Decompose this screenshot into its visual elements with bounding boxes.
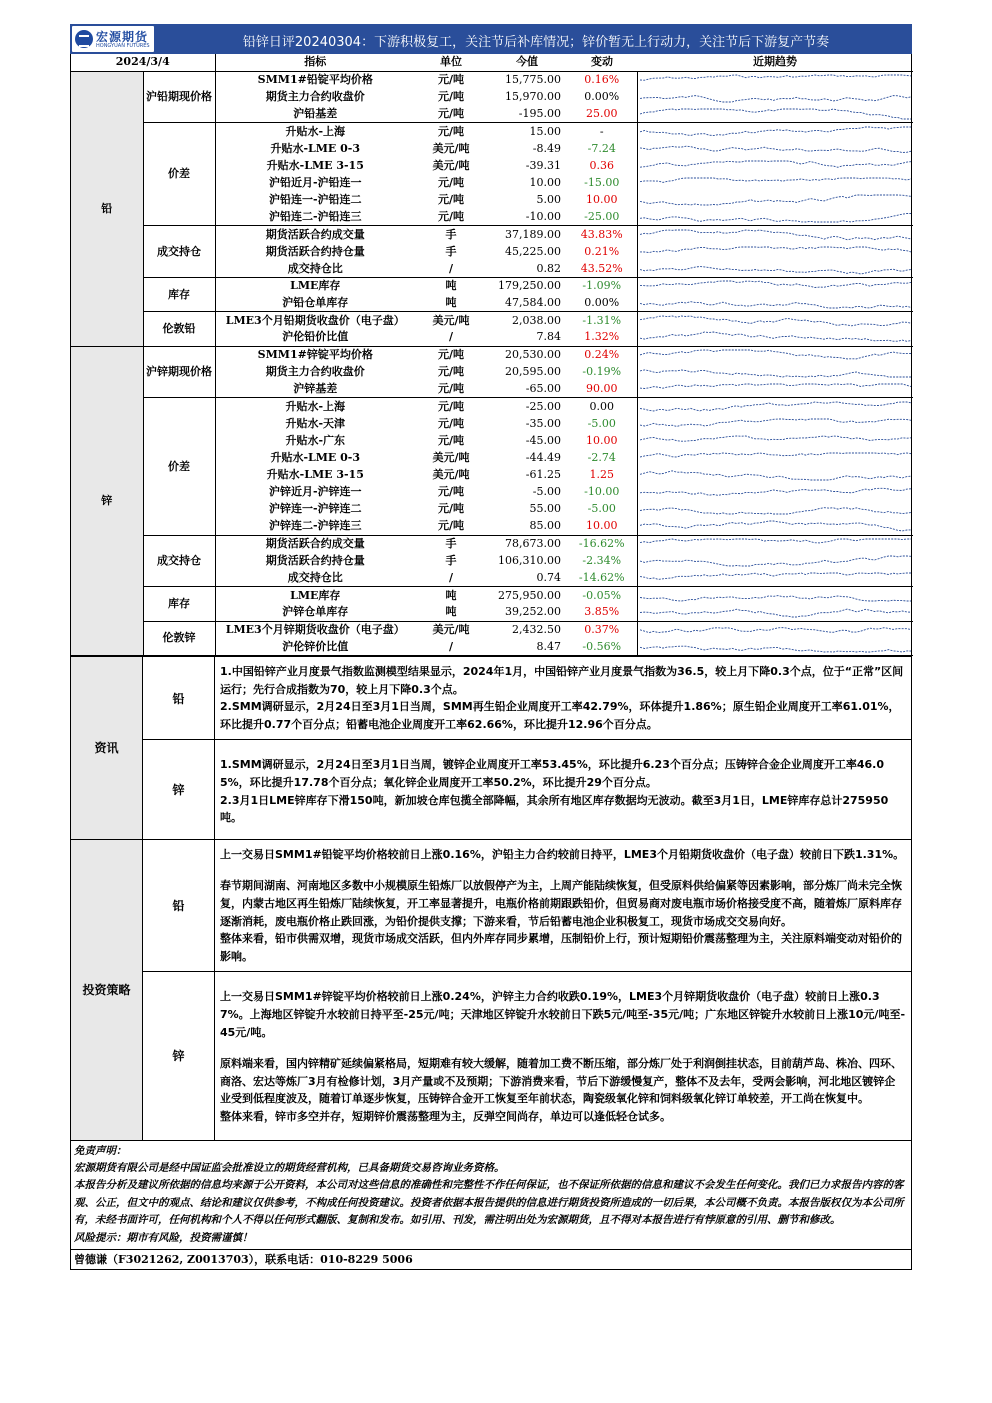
indicator-value: -61.25 [525,468,561,482]
company-logo [72,26,154,52]
trend-sparkline [637,587,913,604]
table-row [71,123,913,140]
disclaimer-line: 宏源期货有限公司是经中国证监会批准设立的期货经营机构，已具备期货交易咨询业务资格。 [74,1161,505,1174]
trend-sparkline [637,604,913,621]
table-row [71,71,913,88]
indicator-change: 10.00 [586,433,618,447]
indicator-unit: 吨 [445,279,457,293]
indicator-change: -2.74 [587,450,616,464]
indicator-unit: 美元/吨 [432,468,470,482]
indicator-value: 15,970.00 [505,89,561,103]
trend-sparkline [637,570,913,587]
indicator-name: 升贴水-上海 [285,124,346,138]
sparkline-icon [640,176,912,190]
indicator-unit: 美元/吨 [432,623,470,637]
indicator-value: 45,225.00 [505,244,561,258]
indicator-name: SMM1#锌锭平均价格 [257,348,373,362]
news-section [71,656,911,839]
table-row [71,346,913,363]
sparkline-icon [640,640,912,654]
trend-sparkline [637,449,913,466]
indicator-value: 7.84 [487,329,567,346]
indicator-change: 0.16% [584,73,620,87]
indicator-change: -10.00 [584,485,620,499]
indicator-value: -39.31 [525,158,561,172]
indicator-change: 10.00 [567,518,637,535]
indicator-change: -1.31% [582,313,622,327]
sparkline-icon [640,519,912,533]
indicator-unit: 元/吨 [437,124,465,138]
col-header-change: 变动 [567,54,637,71]
indicator-value: 5.00 [536,193,561,207]
indicator-name: 期货活跃合约持仓量 [265,244,365,258]
strategy-lead-para: 整体来看，铅市供需双增，现货市场成交活跃，但内外库存同步累增，压制铅价上行，预计短期铅价震荡整理为主，关注原料端变动对铅价的影响。 [220,932,902,963]
indicator-change: 43.52% [567,260,637,277]
indicator-value: -195.00 [487,106,567,123]
indicator-change: -14.62% [567,570,637,587]
indicator-change: -0.05% [582,588,622,602]
indicator-unit: / [415,570,487,587]
trend-sparkline [637,518,913,535]
indicator-unit: 手 [445,244,457,258]
disclaimer-title: 免责声明： [74,1144,127,1157]
report-sheet [70,24,912,1270]
group-label: 价差 [143,398,215,536]
news-zinc-label: 锌 [143,740,215,838]
indicator-unit: 元/吨 [415,209,487,226]
trend-sparkline [637,621,913,638]
indicator-name: 期货活跃合约成交量 [265,227,365,241]
table-row [71,312,913,329]
indicator-unit: 元/吨 [437,73,465,87]
indicator-unit: 吨 [445,588,457,602]
indicator-name: LME3个月锌期货收盘价（电子盘） [225,623,405,637]
trend-sparkline [637,381,913,398]
indicator-change: 0.21% [584,244,620,258]
trend-sparkline [637,329,913,346]
disclaimer [71,1140,911,1249]
logo-text: 宏源期货 [96,30,149,44]
sparkline-icon [640,107,912,121]
indicator-name: 沪锌连二-沪锌连三 [215,518,415,535]
indicator-change: 25.00 [567,106,637,123]
table-row [71,398,913,415]
sparkline-icon [640,330,912,344]
indicator-name: 沪铅基差 [215,106,415,123]
sparkline-icon [640,623,912,637]
indicator-change: -15.00 [584,175,620,189]
indicator-value: 78,673.00 [505,537,561,551]
report-title: 铅锌日评20240304：下游积极复工，关注节后补库情况；锌价暂无上行动力，关注节后下游复产节奏 [242,35,830,50]
indicator-value: 275,950.00 [498,588,561,602]
indicator-value: -8.49 [532,141,561,155]
indicator-name: 沪伦锌价比值 [215,638,415,655]
indicator-name: 沪锌基差 [215,381,415,398]
news-lead-line: 1.中国铅锌产业月度景气指数监测模型结果显示，2024年1月，中国铅锌产业月度景气指数为36.5，较上月下降0.3个点，位于“正常”区间运行；先行合成指数为70，较上月下降0.3个点。 [220,665,904,696]
indicator-unit: 元/吨 [437,399,465,413]
sparkline-icon [640,193,912,207]
sparkline-icon [640,228,912,242]
strategy-zinc-para: 上一交易日SMM1#锌锭平均价格较前日上涨0.24%，沪锌主力合约收跌0.19%，LME3个月锌期货收盘价（电子盘）较前日上涨0.37%。上海地区锌锭升水较前日持平至-25元/吨；天津地区锌锭升水较前日下跌5元/吨至-35元/吨；广东地区锌锭升水较前日上涨10元/吨至-45元/吨。 [220,990,906,1039]
indicator-value: -45.00 [525,433,561,447]
indicator-name: 成交持仓比 [215,260,415,277]
strategy-lead [143,840,911,972]
report-date: 2024/3/4 [71,54,215,71]
strategy-lead-para: 春节期间湖南、河南地区多数中小规模原生铅炼厂以放假停产为主，上周产能陆续恢复，但受原料供给偏紧等因素影响，部分炼厂尚未完全恢复，内蒙古地区再生铅炼厂陆续恢复，开工率显著提升，电瓶价格前期跟跌铅价，但贸易商对废电瓶市场价格接受度不高，随着炼厂原料库存逐渐消耗，废电瓶价格止跌回涨，为铅价提供支撑；下游来看，节后铅蓄电池企业积极复工，现货市场成交交易向好。 [220,879,902,928]
indicator-name: 沪铅连一-沪铅连二 [268,193,362,207]
indicator-name: 沪锌仓单库存 [215,604,415,621]
indicator-value: -65.00 [487,381,567,398]
indicator-value: -5.00 [532,485,561,499]
indicator-name: SMM1#铅锭平均价格 [257,73,373,87]
indicator-change: -0.56% [567,638,637,655]
indicator-unit: / [415,260,487,277]
indicator-name: LME库存 [290,279,341,293]
trend-sparkline [637,484,913,501]
sparkline-icon [640,365,912,379]
sparkline-icon [640,142,912,156]
trend-sparkline [637,123,913,140]
indicator-value: 47,584.00 [487,295,567,312]
indicator-name: 期货主力合约收盘价 [265,89,365,103]
indicator-value: 20,595.00 [505,364,561,378]
news-zinc-line: 2.3月1日LME锌库存下滑150吨，新加坡仓库包揽全部降幅，其余所有地区库存数据均无波动。截至3月1日，LME锌库存总计275950吨。 [220,793,889,825]
indicator-change: 0.36 [589,158,614,172]
table-row [71,587,913,604]
indicator-change: -0.19% [582,364,622,378]
indicator-name: 升贴水-LME 0-3 [270,141,361,155]
indicator-unit: 美元/吨 [432,313,470,327]
trend-sparkline [637,243,913,260]
indicator-name: LME3个月铅期货收盘价（电子盘） [225,313,405,327]
indicator-value: 85.00 [487,518,567,535]
indicator-change: -2.34% [582,554,622,568]
trend-sparkline [637,535,913,552]
sparkline-icon [640,125,912,139]
indicator-unit: 元/吨 [415,518,487,535]
trend-sparkline [637,363,913,380]
indicator-name: 沪锌连一-沪锌连二 [268,502,362,516]
news-lead [143,657,911,739]
indicator-name: 升贴水-天津 [285,416,346,430]
trend-sparkline [637,398,913,415]
sparkline-icon [640,589,912,603]
group-label: 成交持仓 [143,226,215,278]
indicator-change: 0.00 [589,399,614,413]
trend-sparkline [637,467,913,484]
indicator-value: 37,189.00 [505,227,561,241]
indicator-unit: 美元/吨 [432,450,470,464]
trend-sparkline [637,552,913,569]
indicator-change: 90.00 [567,381,637,398]
strategy-zinc-para: 原料端来看，国内锌精矿延续偏紧格局，短期难有较大缓解，随着加工费不断压缩，部分炼厂处于利润倒挂状态，目前葫芦岛、株冶、四环、商洛、宏达等炼厂3月有检修计划，3月产量或不及预期；下游消费来看，节后下游缓慢复产，整体不及去年，受两会影响，河北地区镀锌企业受到低程度波及，随着订单逐步恢复，压铸锌合金开工恢复至年前状态，陶瓷级氧化锌和饲料级氧化锌订单较差，开工尚在恢复中。 [220,1057,902,1106]
logo-subtext: HONGYUAN FUTURES [96,43,150,49]
col-header-unit: 单位 [415,54,487,71]
table-row [71,226,913,243]
sparkline-icon [640,537,912,551]
indicator-unit: 元/吨 [437,364,465,378]
sparkline-icon [640,571,912,585]
indicator-unit: / [415,329,487,346]
indicator-name: 升贴水-LME 3-15 [266,468,364,482]
sparkline-icon [640,417,912,431]
strategy-section [71,839,911,1140]
indicator-value: 15,775.00 [505,73,561,87]
trend-sparkline [637,174,913,191]
indicator-name: 沪锌近月-沪锌连一 [268,485,362,499]
sparkline-icon [640,434,912,448]
sparkline-icon [640,554,912,568]
indicator-value: -44.49 [525,450,561,464]
indicator-unit: 元/吨 [437,485,465,499]
indicator-value: 2,038.00 [512,313,561,327]
indicator-change: - [599,124,604,138]
indicator-change: 0.24% [584,348,620,362]
indicator-value: 179,250.00 [498,279,561,293]
trend-sparkline [637,432,913,449]
indicator-unit: 元/吨 [437,175,465,189]
indicator-unit: 元/吨 [437,433,465,447]
sparkline-icon [640,348,912,362]
indicator-change: 43.83% [580,227,623,241]
metrics-table [71,54,913,656]
indicator-change: 0.00% [584,89,620,103]
indicator-change: 0.37% [584,623,620,637]
sparkline-icon [640,451,912,465]
news-zinc-line: 1.SMM调研显示，2月24日至3月1日当周，镀锌企业周度开工率53.45%，环比提升6.23个百分点；压铸锌合金企业周度开工率46.05%，环比提升17.78个百分点；氧化锌企业周度开工率50.2%，环比提升29个百分点。 [220,758,885,790]
news-label: 资讯 [71,657,143,839]
indicator-value: -35.00 [525,416,561,430]
indicator-value: 0.74 [487,570,567,587]
sparkline-icon [640,605,912,619]
indicator-value: 8.47 [487,638,567,655]
indicator-unit: / [415,638,487,655]
sparkline-icon [640,502,912,516]
indicator-name: 沪铅近月-沪铅连一 [268,175,362,189]
group-label: 伦敦锌 [143,621,215,655]
group-label: 库存 [143,277,215,311]
indicator-change: -5.00 [587,416,616,430]
indicator-unit: 元/吨 [437,193,465,207]
indicator-value: 106,310.00 [498,554,561,568]
indicator-name: 期货活跃合约持仓量 [265,554,365,568]
sparkline-icon [640,400,912,414]
sparkline-icon [640,90,912,104]
table-header-row [71,54,913,71]
indicator-unit: 元/吨 [415,381,487,398]
indicator-unit: 元/吨 [437,416,465,430]
report-frame [70,54,912,1270]
indicator-value: 39,252.00 [487,604,567,621]
metal-label-zinc: 锌 [71,346,143,655]
logo-icon [75,30,93,48]
trend-sparkline [637,226,913,243]
indicator-unit: 元/吨 [437,89,465,103]
group-label: 沪锌期现价格 [143,346,215,398]
indicator-value: 15.00 [529,124,561,138]
indicator-unit: 元/吨 [415,106,487,123]
trend-sparkline [637,312,913,329]
table-row [71,621,913,638]
group-label: 沪铅期现价格 [143,71,215,123]
trend-sparkline [637,501,913,518]
news-lead-label: 铅 [143,657,215,739]
trend-sparkline [637,295,913,312]
disclaimer-line: 风险提示：期市有风险，投资需谨慎！ [74,1231,253,1244]
indicator-value: 20,530.00 [505,348,561,362]
indicator-unit: 美元/吨 [432,158,470,172]
indicator-name: 沪铅仓单库存 [215,295,415,312]
news-lead-line: 2.SMM调研显示，2月24日至3月1日当周，SMM再生铅企业周度开工率42.79%，环体提升1.86%；原生铅企业周度开工率61.01%，环比提升0.77个百分点；铅蓄电池企业周度开工率62.66%，环比提升12.96个百分点。 [220,700,900,731]
col-header-indicator: 指标 [215,54,415,71]
indicator-name: LME库存 [290,588,341,602]
trend-sparkline [637,106,913,123]
indicator-name: 沪伦铅价比值 [215,329,415,346]
indicator-unit: 吨 [415,604,487,621]
strategy-lead-para: 上一交易日SMM1#铅锭平均价格较前日上涨0.16%，沪铅主力合约较前日持平，LME3个月铅期货收盘价（电子盘）较前日下跌1.31%。 [220,847,905,861]
indicator-change: -7.24 [587,141,616,155]
group-label: 伦敦铅 [143,312,215,346]
group-label: 成交持仓 [143,535,215,587]
trend-sparkline [637,209,913,226]
indicator-change: 10.00 [586,193,618,207]
strategy-zinc-para: 整体来看，锌市多空并存，短期锌价震荡整理为主，反弹空间尚存，单边可以逢低轻仓试多。 [220,1109,671,1123]
sparkline-icon [640,468,912,482]
sparkline-icon [640,159,912,173]
indicator-name: 成交持仓比 [215,570,415,587]
sparkline-icon [640,279,912,293]
indicator-change: 1.25 [589,468,614,482]
indicator-unit: 美元/吨 [432,141,470,155]
indicator-change: -5.00 [587,502,616,516]
sparkline-icon [640,382,912,396]
trend-sparkline [637,277,913,294]
trend-sparkline [637,260,913,277]
indicator-change: 0.00% [567,295,637,312]
strategy-zinc [143,971,911,1139]
report-header [70,24,912,54]
sparkline-icon [640,210,912,224]
indicator-value: 2,432.50 [512,623,561,637]
indicator-change: 3.85% [567,604,637,621]
sparkline-icon [640,314,912,328]
indicator-name: 升贴水-上海 [285,399,346,413]
indicator-value: -10.00 [487,209,567,226]
trend-sparkline [637,88,913,105]
strategy-zinc-label: 锌 [143,972,215,1139]
trend-sparkline [637,157,913,174]
trend-sparkline [637,140,913,157]
strategy-lead-label: 铅 [143,840,215,972]
trend-sparkline [637,638,913,655]
indicator-unit: 手 [445,537,457,551]
trend-sparkline [637,71,913,88]
group-label: 库存 [143,587,215,621]
group-label: 价差 [143,123,215,226]
sparkline-icon [640,73,912,87]
disclaimer-line: 本报告分析及建议所依据的信息均来源于公开资料，本公司对这些信息的准确性和完整性不作任何保证，也不保证所依据的信息和建议不会发生任何变化。我们已力求报告内容的客观、公正，但文中的观点、结论和建议仅供参考，不构成任何投资建议。投资者依据本报告提供的信息进行期货投资所造成的一切后果，本公司概不负责。本报告版权仅为本公司所有，未经书面许可，任何机构和个人不得以任何形式翻版、复制和发布。如引用、刊发，需注明出处为宏源期货，且不得对本报告进行有悖原意的引用、删节和修改。 [74,1179,904,1227]
indicator-unit: 吨 [415,295,487,312]
sparkline-icon [640,245,912,259]
indicator-value: -25.00 [525,399,561,413]
indicator-name: 升贴水-LME 3-15 [266,158,364,172]
metal-label-lead: 铅 [71,71,143,346]
indicator-name: 升贴水-LME 0-3 [270,450,361,464]
trend-sparkline [637,346,913,363]
indicator-name: 沪铅连二-沪铅连三 [215,209,415,226]
sparkline-icon [640,485,912,499]
col-header-trend: 近期趋势 [637,54,913,71]
col-header-value: 今值 [487,54,567,71]
analyst-contact: 曾德谦（F3021262, Z0013703），联系电话：010-8229 5006 [71,1249,911,1269]
sparkline-icon [640,296,912,310]
indicator-value: 55.00 [529,502,561,516]
indicator-change: -1.09% [582,279,622,293]
news-zinc [143,739,911,838]
indicator-change: 1.32% [567,329,637,346]
indicator-unit: 元/吨 [437,348,465,362]
indicator-unit: 元/吨 [437,502,465,516]
indicator-unit: 手 [445,227,457,241]
trend-sparkline [637,192,913,209]
indicator-name: 期货主力合约收盘价 [265,364,365,378]
indicator-change: -25.00 [567,209,637,226]
table-row [71,277,913,294]
indicator-change: -16.62% [578,537,625,551]
strategy-label: 投资策略 [71,840,143,1140]
indicator-value: 0.82 [487,260,567,277]
sparkline-icon [640,262,912,276]
indicator-name: 升贴水-广东 [285,433,346,447]
indicator-value: 10.00 [529,175,561,189]
trend-sparkline [637,415,913,432]
table-row [71,535,913,552]
indicator-unit: 手 [445,554,457,568]
indicator-name: 期货活跃合约成交量 [265,537,365,551]
